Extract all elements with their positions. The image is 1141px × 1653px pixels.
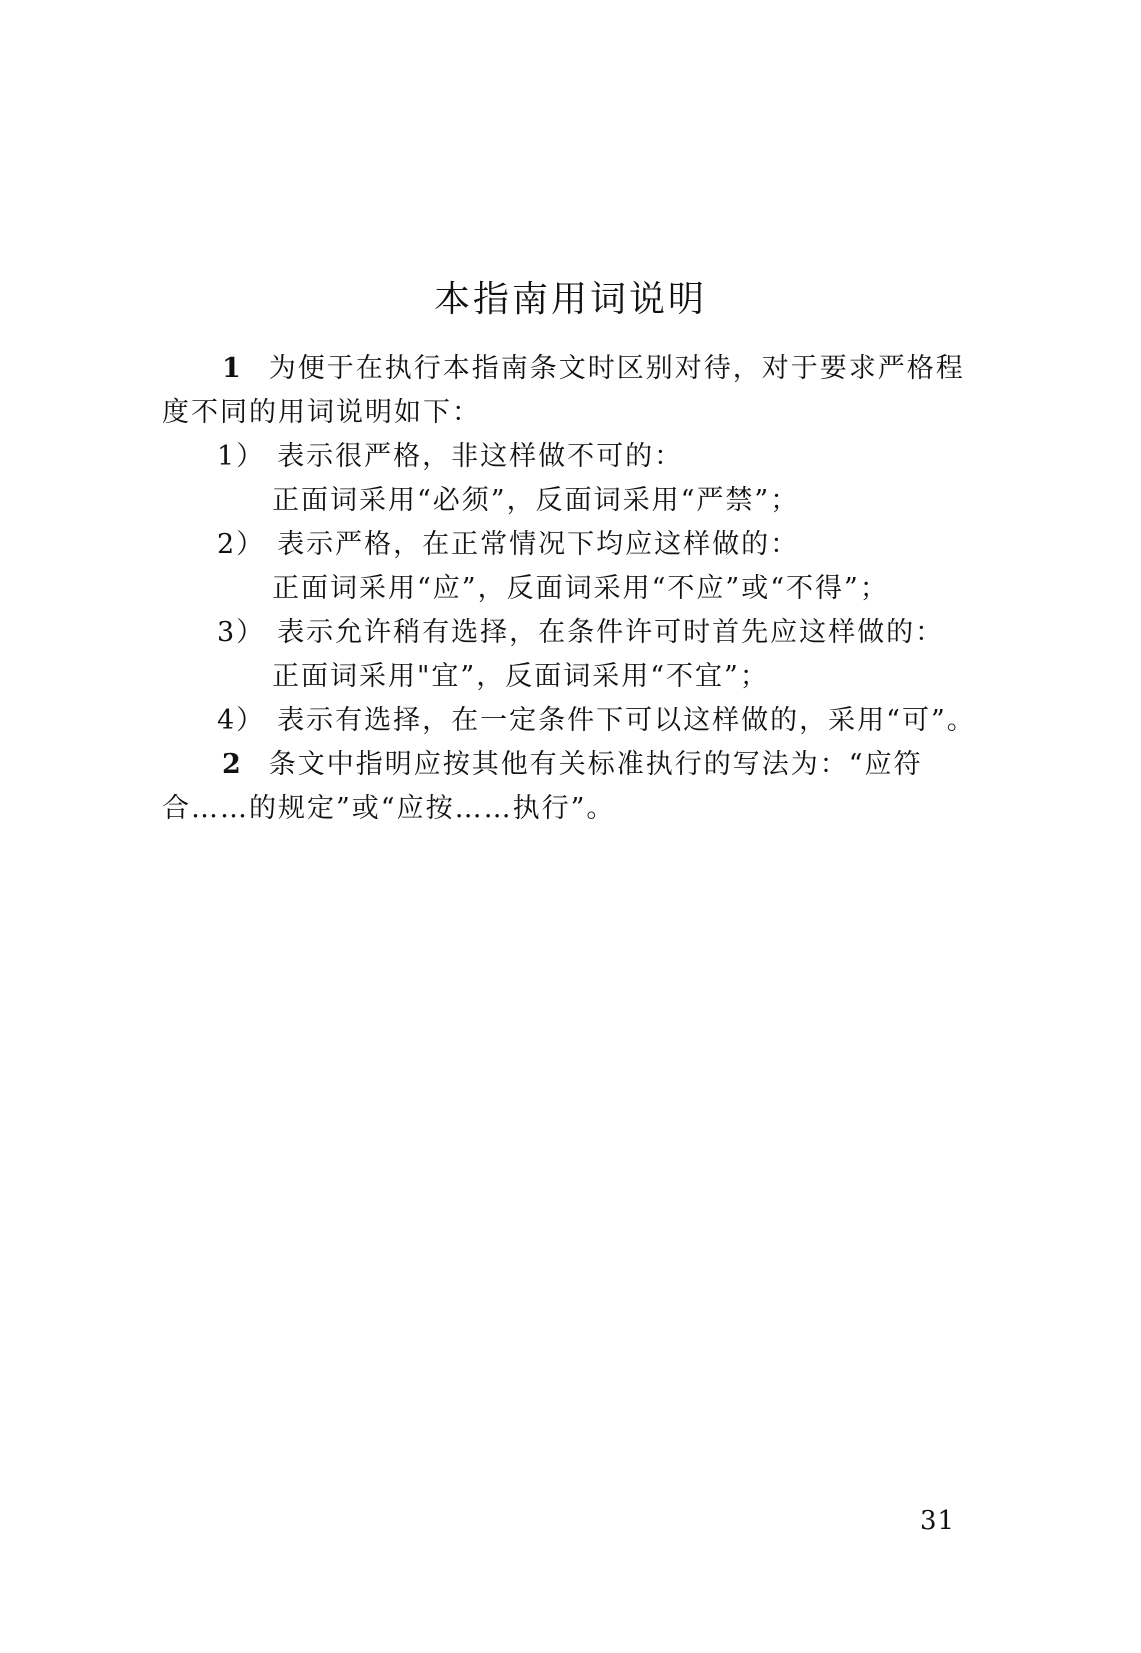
list-item-3 xyxy=(162,611,982,655)
document-body xyxy=(162,347,982,831)
list-item-2-number: 2） xyxy=(217,529,266,560)
list-item-3-text: 表示允许稍有选择，在条件许可时首先应这样做的： xyxy=(277,617,945,648)
list-item-1 xyxy=(162,435,982,479)
clause-1 xyxy=(162,347,982,435)
list-item-3-number: 3） xyxy=(217,617,266,648)
list-item-2-sub: 正面词采用“应”，反面词采用“不应”或“不得”； xyxy=(272,573,889,604)
list-item-1-text: 表示很严格，非这样做不可的： xyxy=(277,441,684,472)
page-title: 本指南用词说明 xyxy=(433,279,707,320)
clause-2-number: 2 xyxy=(222,749,243,780)
clause-1-text: 为便于在执行本指南条文时区别对待，对于要求严格程度不同的用词说明如下： xyxy=(162,353,965,428)
list-item-4-number: 4） xyxy=(217,705,266,736)
clause-2-text: 条文中指明应按其他有关标准执行的写法为：“应符合……的规定”或“应按……执行”。 xyxy=(162,749,923,824)
list-item-3-sub: 正面词采用"宜”，反面词采用“不宜”； xyxy=(272,661,769,692)
list-item-4-text: 表示有选择，在一定条件下可以这样做的，采用“可”。 xyxy=(277,705,976,736)
list-item-2 xyxy=(162,523,982,567)
list-item-2-text: 表示严格，在正常情况下均应这样做的： xyxy=(277,529,800,560)
list-item-4 xyxy=(162,699,982,743)
list-item-1-sub: 正面词采用“必须”，反面词采用“严禁”； xyxy=(272,485,800,516)
clause-2 xyxy=(162,743,982,831)
clause-1-number: 1 xyxy=(222,353,243,384)
list-item-1-number: 1） xyxy=(217,441,266,472)
page-number: 31 xyxy=(920,1506,956,1536)
